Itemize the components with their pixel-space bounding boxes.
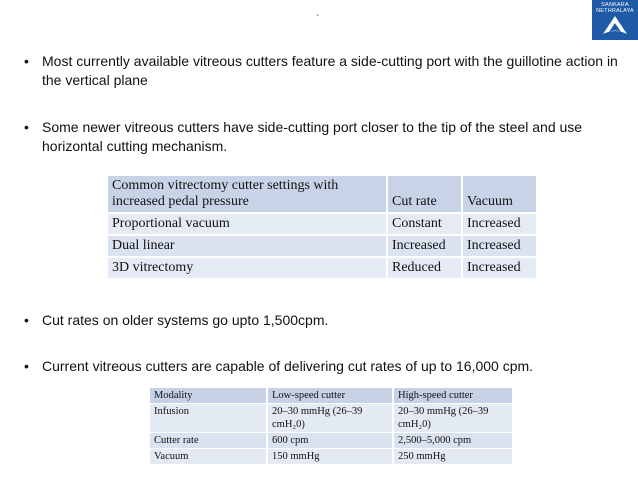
table-cell: 150 mmHg	[267, 449, 393, 465]
logo-line-1: SANKARA	[601, 2, 629, 8]
table-cell: Reduced	[387, 257, 462, 279]
table-row	[108, 235, 537, 257]
table-cell: Increased	[387, 235, 462, 257]
bullet-text: Current vitreous cutters are capable of delivering cut rates of up to 16,000 cpm.	[42, 358, 534, 374]
table-row	[150, 404, 513, 433]
cutter-speed-table	[150, 388, 514, 465]
bullet-dot: •	[24, 312, 29, 328]
table-cell: Constant	[387, 213, 462, 235]
table-cell: Vacuum	[150, 449, 267, 465]
table-header-cell: High-speed cutter	[393, 388, 513, 404]
table-cell: Proportional vacuum	[108, 213, 387, 235]
table-cell: 20–30 mmHg (26–39 cmH₂0)	[393, 404, 513, 433]
table-cell: Cutter rate	[150, 433, 267, 449]
cutter-settings-table	[108, 176, 538, 280]
bullet-dot: •	[24, 53, 29, 69]
logo-line-2: NETHRALAYA	[596, 8, 634, 14]
table-row	[108, 213, 537, 235]
table-header-cell: Common vitrectomy cutter settings with increased pedal pressure	[108, 176, 387, 213]
table-cell: Increased	[462, 257, 537, 279]
table-cell: 3D vitrectomy	[108, 257, 387, 279]
logo-emblem-icon	[601, 14, 629, 38]
table-cell: 2,500–5,000 cpm	[393, 433, 513, 449]
sankara-nethralaya-logo	[592, 0, 638, 40]
bullet-dot: •	[24, 119, 29, 135]
table-header-cell: Low-speed cutter	[267, 388, 393, 404]
tick-mark: `	[316, 14, 320, 25]
table-row	[108, 257, 537, 279]
table-cell: 600 cpm	[267, 433, 393, 449]
table-header-row	[150, 388, 513, 404]
table-cell: 250 mmHg	[393, 449, 513, 465]
table-row	[150, 449, 513, 465]
table-cell: 20–30 mmHg (26–39 cmH₂0)	[267, 404, 393, 433]
table-header-cell: Cut rate	[387, 176, 462, 213]
table-row	[150, 433, 513, 449]
table-cell: Increased	[462, 235, 537, 257]
bullet-text: Cut rates on older systems go upto 1,500cpm.	[42, 312, 329, 328]
bullet-text: Some newer vitreous cutters have side-cutting port closer to the tip of the steel and use horizontal cutting mechanism.	[42, 119, 583, 154]
table-cell: Infusion	[150, 404, 267, 433]
table-cell: Increased	[462, 213, 537, 235]
table-header-cell: Vacuum	[462, 176, 537, 213]
table-cell: Dual linear	[108, 235, 387, 257]
bullet-dot: •	[24, 358, 29, 374]
bullet-text: Most currently available vitreous cutters feature a side-cutting port with the guillotine action in the vertical plane	[42, 53, 618, 88]
table-header-row	[108, 176, 537, 213]
table-header-cell: Modality	[150, 388, 267, 404]
